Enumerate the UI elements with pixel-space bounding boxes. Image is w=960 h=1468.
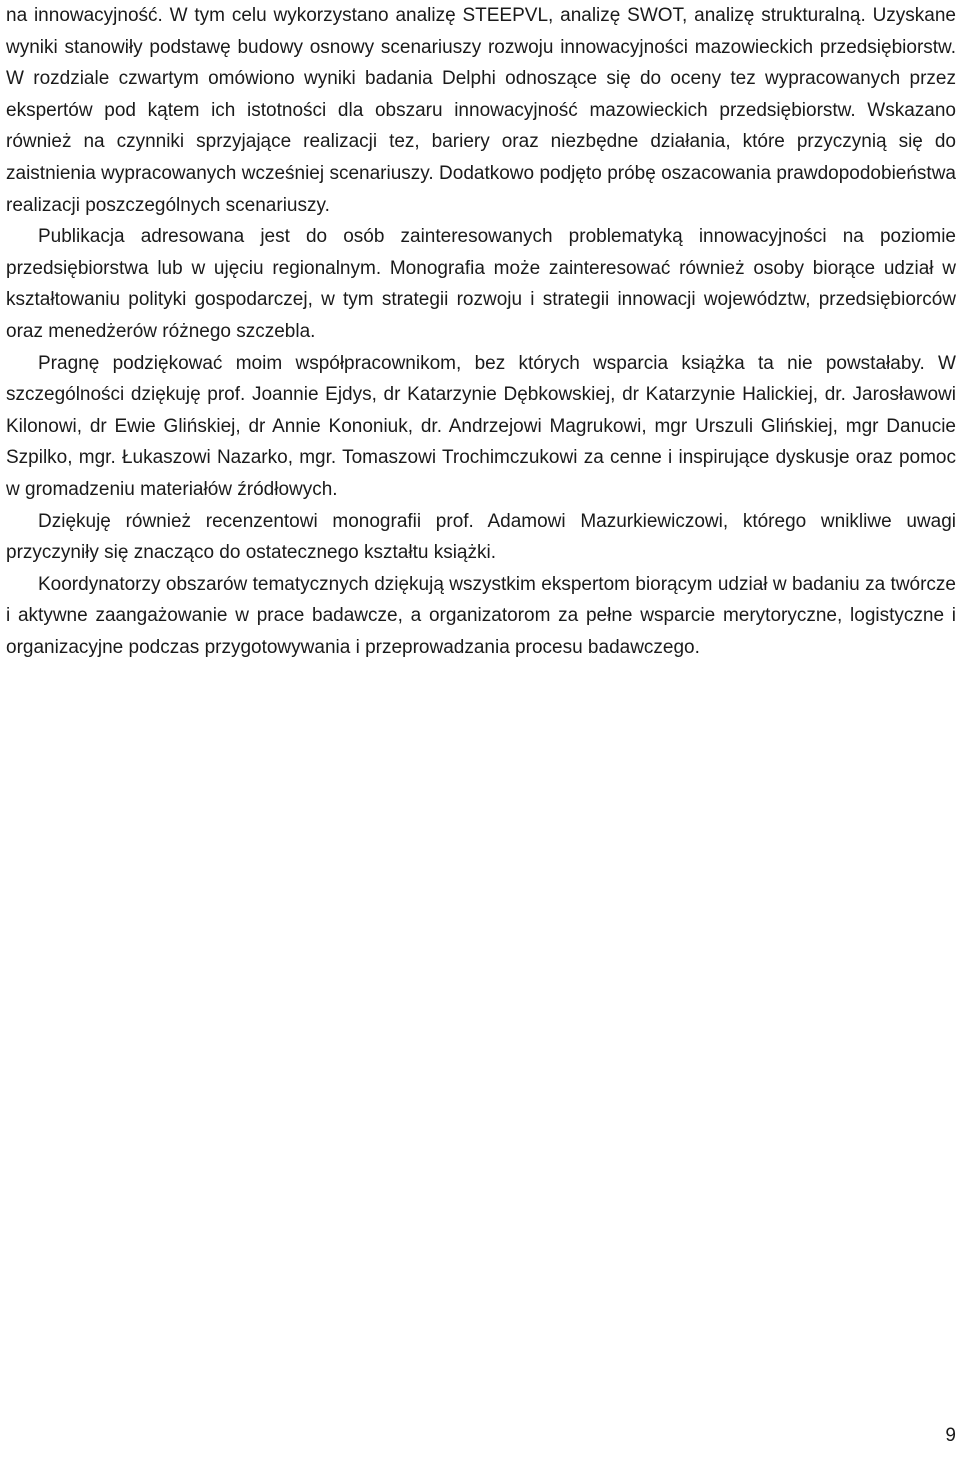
page-number: 9 bbox=[945, 1425, 956, 1446]
page-body bbox=[6, 0, 956, 663]
paragraph-reviewer-thanks: Dziękuję również recenzentowi monografii prof. Adamowi Mazurkiewiczowi, którego wnikliwe uwagi przyczyniły się znacząco do ostatecznego kształtu książki. bbox=[6, 510, 956, 564]
paragraph-coordinators-thanks: Koordynatorzy obszarów tematycznych dziękują wszystkim ekspertom biorącym udział w badaniu za twórcze i aktywne zaangażowanie w prace badawcze, a organizatorom za pełne wsparcie merytoryczne, logistyczne i organizacyjne podczas przygotowywania i przeprowadzania procesu badawczego. bbox=[6, 573, 956, 658]
paragraph-acknowledgements: Pragnę podziękować moim współpracownikom, bez których wsparcia książka ta nie powstałaby. W szczególności dziękuję prof. Joannie Ejdys, dr Katarzynie Dębkowskiej, dr Katarzynie Halickiej, dr. Jarosławowi Kilonowi, dr Ewie Glińskiej, dr Annie Kononiuk, dr. Andrzejowi Magrukowi, mgr Urszuli Glińskiej, mgr Danucie Szpilko, mgr. Łukaszowi Nazarko, mgr. Tomaszowi Trochimczukowi za cenne i inspirujące dyskusje oraz pomoc w gromadzeniu materiałów źródłowych. bbox=[6, 352, 956, 500]
paragraph-continuation: na innowacyjność. W tym celu wykorzystano analizę STEEPVL, analizę SWOT, analizę strukturalną. Uzyskane wyniki stanowiły podstawę budowy osnowy scenariuszy rozwoju innowacyjności mazowieckich przedsiębiorstw. W rozdziale czwartym omówiono wyniki badania Delphi odnoszące się do oceny tez wypracowanych przez ekspertów pod kątem ich istotności dla obszaru innowacyjność mazowieckich przedsiębiorstw. Wskazano również na czynniki sprzyjające realizacji tez, bariery oraz niezbędne działania, które przyczynią się do zaistnienia wypracowanych wcześniej scenariuszy. Dodatkowo podjęto próbę oszacowania prawdopodobieństwa realizacji poszczególnych scenariuszy. bbox=[6, 5, 956, 216]
paragraph-audience: Publikacja adresowana jest do osób zainteresowanych problematyką innowacyjności na poziomie przedsiębiorstwa lub w ujęciu regionalnym. Monografia może zainteresować również osoby biorące udział w kształtowaniu polityki gospodarczej, w tym strategii rozwoju i strategii innowacji województw, przedsiębiorców oraz menedżerów różnego szczebla. bbox=[6, 226, 956, 342]
